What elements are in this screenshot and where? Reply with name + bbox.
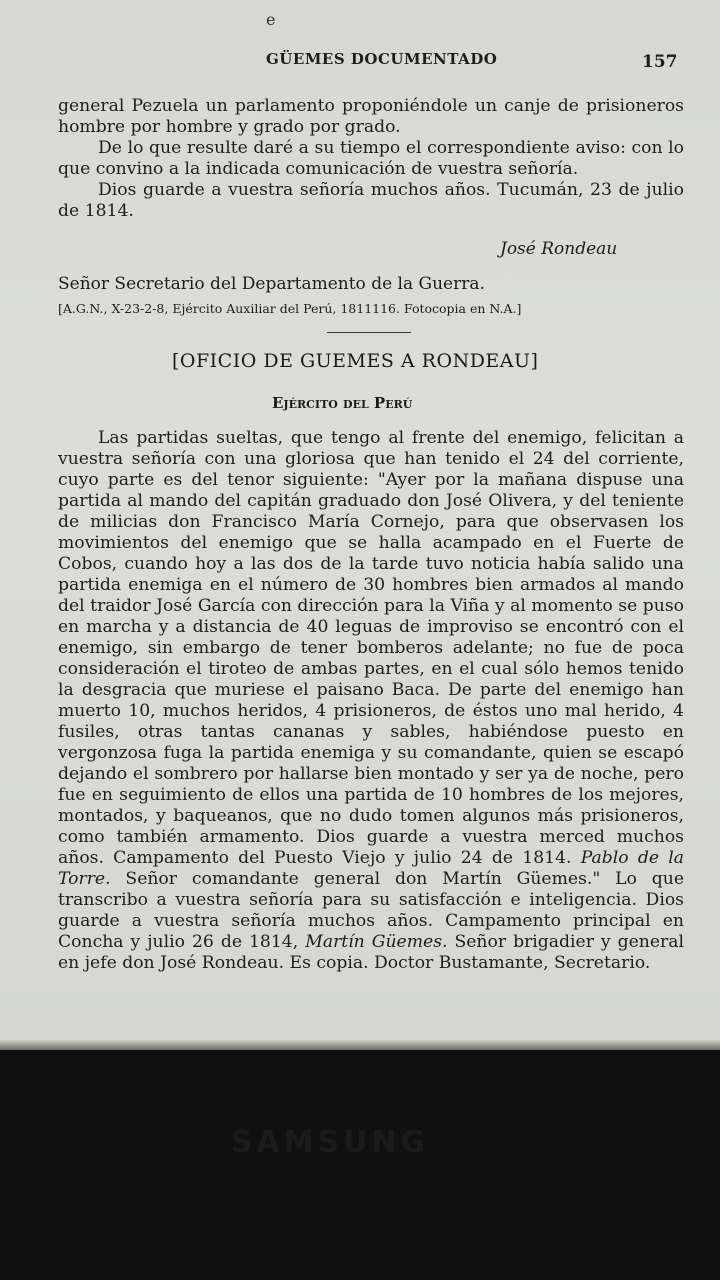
body-text-continued: Señor comandante general don Martín Güemes." Lo que transcribo a vuestra señoría para su satisfacción e inteligencia. Dios guarde a vuestra señoría muchos años. Campamento principal en Concha y julio 26 de 1814,	[58, 869, 684, 952]
bezel-logo: SAMSUNG	[230, 1125, 430, 1160]
paragraph: De lo que resulte daré a su tiempo el correspondiente aviso: con lo que convino a la indicada comunicación de vuestra señoría.	[58, 138, 684, 179]
paragraph: Dios guarde a vuestra señoría muchos años. Tucumán, 23 de julio de 1814.	[58, 180, 684, 221]
recipient-line: Señor Secretario del Departamento de la Guerra.	[58, 274, 485, 294]
page-number: 157	[642, 52, 678, 72]
section-divider	[327, 332, 411, 333]
paragraph: general Pezuela un parlamento proponiéndole un canje de prisioneros hombre por hombre y grado por grado.	[58, 96, 684, 137]
body-text: Las partidas sueltas, que tengo al frente del enemigo, felicitan a vuestra señoría con una gloriosa que han tenido el 24 del corriente, cuyo parte es del tenor siguiente: "Ayer por la mañana dispuse una partida al mando del capitán graduado don José Olivera, y del teniente de milicias don Francisco María Cornejo, para que observasen los movimientos del enemigo que se halla acampado en el Fuerte de Cobos, cuando hoy a las dos de la tarde tuvo noticia había salido una partida enemiga en el número de 30 hombres bien armados al mando del traidor José García con dirección para la Viña y al momento se puso en marcha y a distancia de 40 leguas de improviso se encontró con el enemigo, sin embargo de tener bomberos adelante; no fue de poca consideración el tiroteo de ambas partes, en el cual sólo hemos tenido la desgracia que muriese el paisano Baca. De parte del enemigo han muerto 10, muchos heridos, 4 prisioneros, de éstos uno mal herido, 4 fusiles, otras tantas cananas y sables, habiéndose puesto en vergonzosa fuga la partida enemiga y su comandante, quien se escapó dejando el sombrero por hallarse bien montado y ser ya de noche, pero fue en seguimiento de ellos una partida de 10 hombres de los mejores, montados, y baqueanos, que no dudo tomen algunos más prisioneros, como también armamento. Dios guarde a vuestra merced muchos años. Campamento del Puesto Viejo y julio 24 de 1814.	[58, 428, 684, 868]
body-text-end: Señor brigadier y general en jefe don José Rondeau. Es copia. Doctor Bustamante, Secretario.	[58, 932, 684, 973]
signature: José Rondeau	[500, 239, 618, 259]
archive-citation: [A.G.N., X-23-2-8, Ejército Auxiliar del Perú, 1811116. Fotocopia en N.A.]	[58, 301, 522, 316]
letter-ending	[58, 96, 684, 222]
top-glyph: e	[266, 10, 276, 29]
page-edge	[0, 1040, 720, 1050]
section-subheading: Ejército del Perú	[272, 394, 413, 412]
signature-inline: Pablo de la Torre.	[58, 848, 684, 889]
monitor-bezel	[0, 1050, 720, 1280]
body-paragraph	[58, 428, 684, 974]
signature-inline: Martín Güemes.	[305, 932, 448, 952]
document-body	[58, 428, 684, 974]
section-heading: [OFICIO DE GUEMES A RONDEAU]	[172, 350, 539, 372]
running-head: GÜEMES DOCUMENTADO	[266, 50, 498, 68]
